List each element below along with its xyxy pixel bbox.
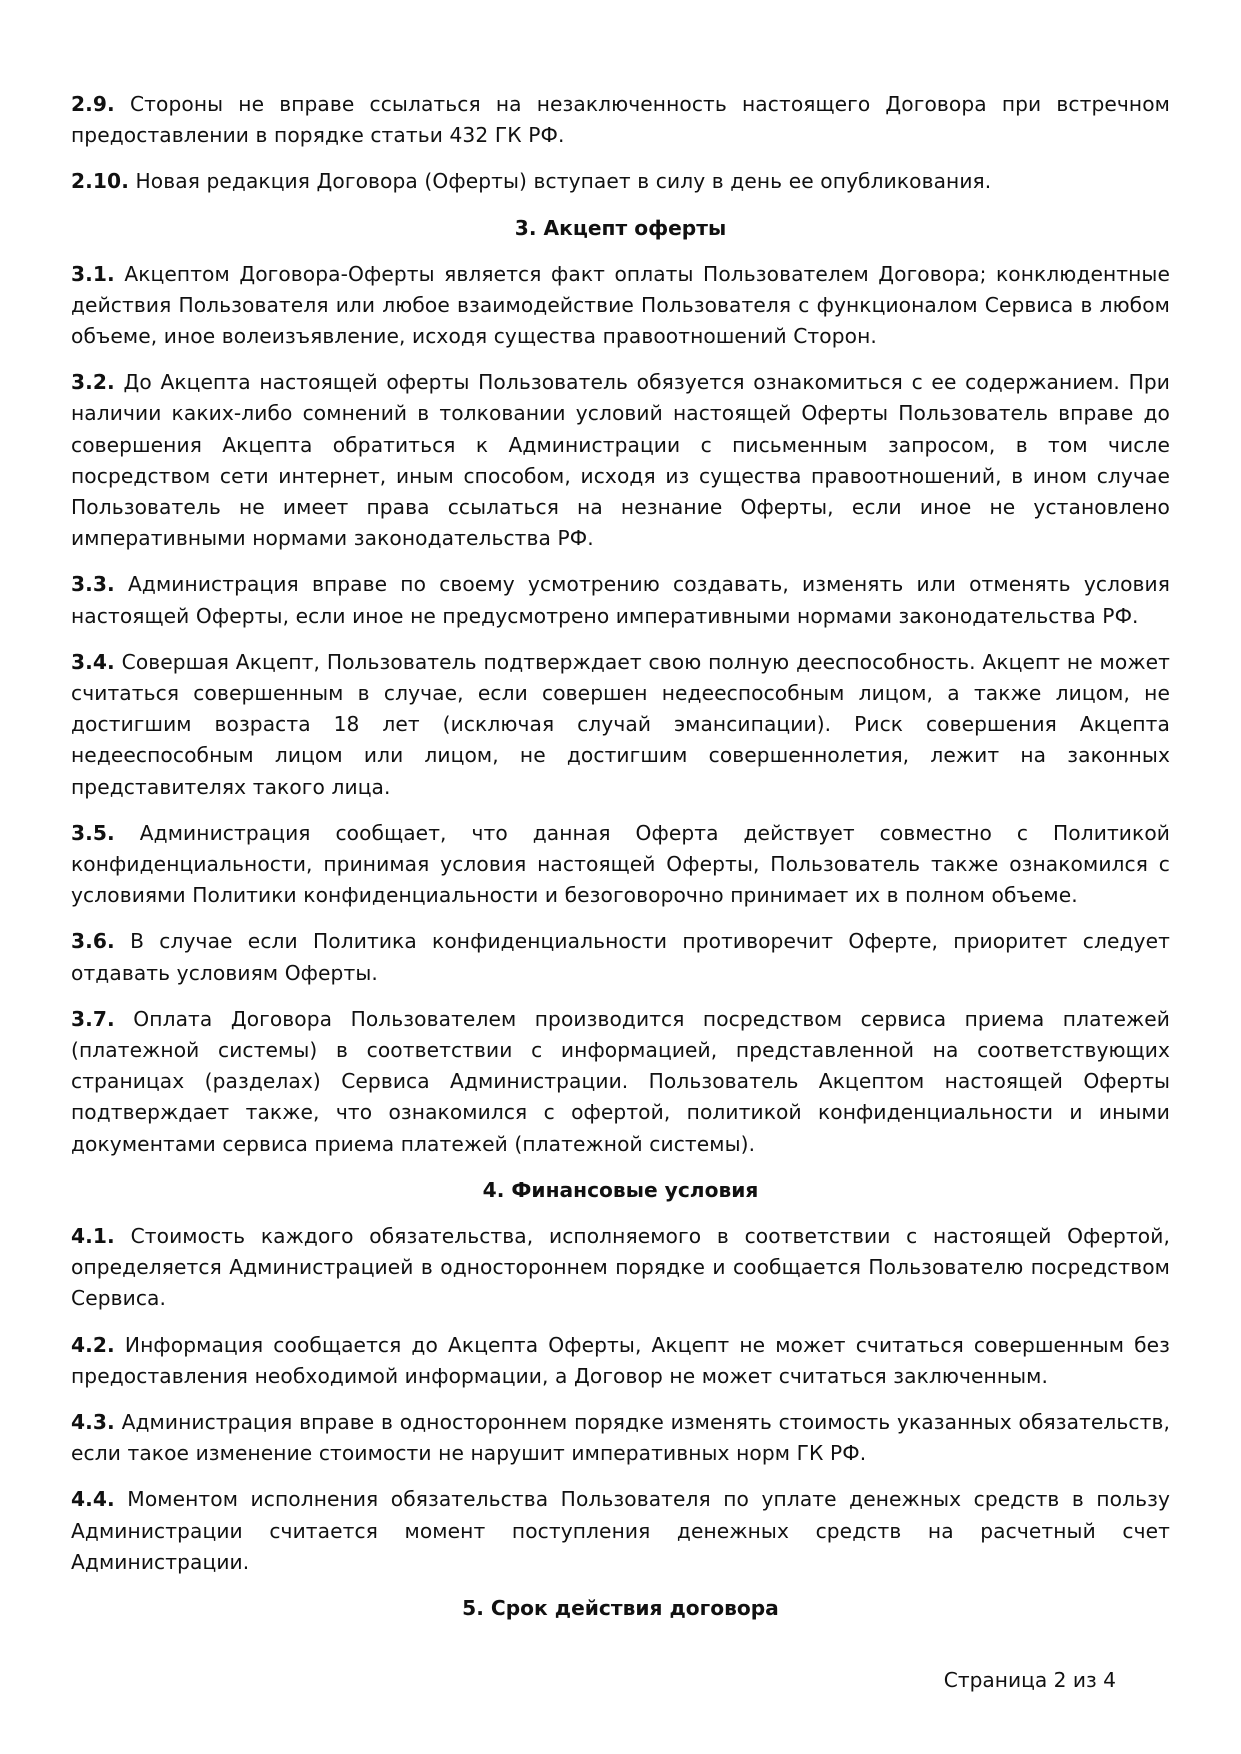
document-page: [71, 89, 1170, 1639]
clause-3-2: [71, 367, 1170, 554]
clause-number: 3.5.: [71, 820, 115, 845]
clause-4-1: [71, 1221, 1170, 1315]
section-5-heading: 5. Срок действия договора: [462, 1595, 779, 1620]
clause-text: Новая редакция Договора (Оферты) вступает в силу в день ее опубликования.: [128, 169, 992, 194]
clause-text: Акцептом Договора-Оферты является факт оплаты Пользователем Договора; конклюдентные действия Пользователя или любое взаимодействие Пользователя с функционалом Сервиса в любом объеме, иное волеизъявление, исходя существа правоотношений Сторон.: [71, 261, 1170, 349]
clause-number: 3.4.: [71, 649, 115, 674]
clause-2-10: [71, 166, 1170, 197]
clause-number: 3.1.: [71, 261, 115, 286]
clause-text: Совершая Акцепт, Пользователь подтверждает свою полную дееспособность. Акцепт не может считаться совершенным в случае, если совершен недееспособным лицом, а также лицом, не достигшим возраста 18 лет (исключая случай эмансипации). Риск совершения Акцепта недееспособным лицом или лицом, не достигшим совершеннолетия, лежит на законных представителях такого лица.: [71, 649, 1170, 799]
clause-text: Стороны не вправе ссылаться на незаключенность настоящего Договора при встречном предоставлении в порядке статьи 432 ГК РФ.: [71, 92, 1170, 148]
clause-number: 4.2.: [71, 1332, 115, 1357]
clause-number: 3.7.: [71, 1006, 115, 1031]
clause-text: Оплата Договора Пользователем производится посредством сервиса приема платежей (платежной системы) в соответствии с информацией, представленной на соответствующих страницах (разделах) Сервиса Администрации. Пользователь Акцептом настоящей Оферты подтверждает также, что ознакомился с офертой, политикой конфиденциальности и иными документами сервиса приема платежей (платежной системы).: [71, 1006, 1170, 1156]
clause-4-4: [71, 1484, 1170, 1578]
clause-number: 3.3.: [71, 572, 115, 597]
clause-4-3: [71, 1407, 1170, 1469]
clause-text: В случае если Политика конфиденциальности противоречит Оферте, приоритет следует отдавать условиям Оферты.: [71, 929, 1170, 985]
section-4-heading: 4. Финансовые условия: [482, 1177, 759, 1202]
clause-text: Администрация сообщает, что данная Оферта действует совместно с Политикой конфиденциальности, принимая условия настоящей Оферты, Пользователь также ознакомился с условиями Политики конфиденциальности и безоговорочно принимает их в полном объеме.: [71, 820, 1170, 908]
clause-3-7: [71, 1004, 1170, 1160]
clause-number: 2.9.: [71, 92, 115, 116]
clause-4-2: [71, 1330, 1170, 1392]
clause-number: 3.2.: [71, 370, 115, 395]
page-number-footer: Страница 2 из 4: [943, 1668, 1116, 1692]
clause-text: Стоимость каждого обязательства, исполняемого в соответствии с настоящей Офертой, определяется Администрацией в одностороннем порядке и сообщается Пользователю посредством Сервиса.: [71, 1223, 1170, 1311]
clause-3-6: [71, 926, 1170, 988]
clause-text: До Акцепта настоящей оферты Пользователь обязуется ознакомиться с ее содержанием. При наличии каких-либо сомнений в толковании условий настоящей Оферты Пользователь вправе до совершения Акцепта обратиться к Администрации с письменным запросом, в том числе посредством сети интернет, иным способом, исходя из существа правоотношений, в ином случае Пользователь не имеет права ссылаться на незнание Оферты, если иное не установлено императивными нормами законодательства РФ.: [71, 370, 1170, 551]
section-3-heading: 3. Акцепт оферты: [514, 215, 727, 240]
clause-text: Моментом исполнения обязательства Пользователя по уплате денежных средств в пользу Администрации считается момент поступления денежных средств на расчетный счет Администрации.: [71, 1487, 1170, 1574]
clause-number: 3.6.: [71, 929, 115, 954]
clause-3-3: [71, 569, 1170, 631]
clause-text: Администрация вправе по своему усмотрению создавать, изменять или отменять условия настоящей Оферты, если иное не предусмотрено императивными нормами законодательства РФ.: [71, 572, 1170, 628]
clause-text: Информация сообщается до Акцепта Оферты, Акцепт не может считаться совершенным без предоставления необходимой информации, а Договор не может считаться заключенным.: [71, 1332, 1170, 1388]
clause-number: 4.1.: [71, 1223, 115, 1248]
clause-number: 4.4.: [71, 1487, 115, 1512]
clause-2-9: [71, 89, 1170, 151]
clause-number: 4.3.: [71, 1409, 115, 1434]
clause-text: Администрация вправе в одностороннем порядке изменять стоимость указанных обязательств, если такое изменение стоимости не нарушит императивных норм ГК РФ.: [71, 1409, 1170, 1466]
clause-3-5: [71, 818, 1170, 912]
clause-3-1: [71, 259, 1170, 353]
clause-3-4: [71, 647, 1170, 803]
clause-number: 2.10.: [71, 169, 129, 194]
